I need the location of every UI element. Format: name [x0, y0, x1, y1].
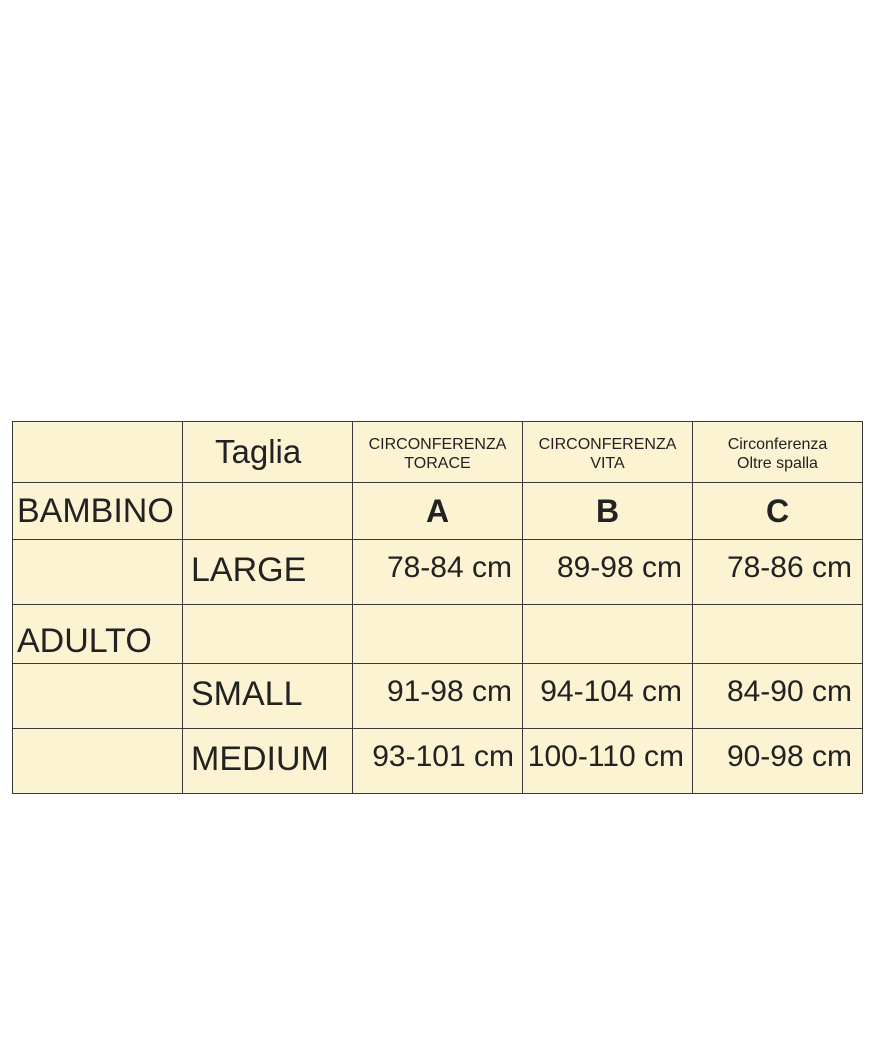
empty-cell — [13, 540, 183, 605]
measure-letter-a: A — [353, 483, 523, 540]
empty-cell — [13, 729, 183, 794]
chest-header-line2: TORACE — [404, 455, 471, 472]
empty-cell — [353, 605, 523, 664]
table-row — [13, 540, 863, 605]
empty-cell — [183, 483, 353, 540]
shoulder-value: 90-98 cm — [693, 729, 863, 794]
waist-value: 89-98 cm — [523, 540, 693, 605]
adult-group-row — [13, 605, 863, 664]
group-label-adult: ADULTO — [13, 605, 183, 664]
chest-header-line1: CIRCONFERENZA — [368, 436, 507, 453]
shoulder-value: 78-86 cm — [693, 540, 863, 605]
chest-column-header — [353, 422, 523, 483]
size-name: SMALL — [183, 664, 353, 729]
table-header-row — [13, 422, 863, 483]
empty-cell — [523, 605, 693, 664]
empty-cell — [183, 605, 353, 664]
chest-value: 93-101 cm — [353, 729, 523, 794]
table-row — [13, 664, 863, 729]
group-label-child: BAMBINO — [13, 483, 183, 540]
waist-value: 100-110 cm — [523, 729, 693, 794]
waist-value: 94-104 cm — [523, 664, 693, 729]
shoulder-header-line1: Circonferenza — [727, 436, 828, 453]
empty-cell — [13, 664, 183, 729]
waist-header-line2: VITA — [590, 455, 625, 472]
table-row — [13, 729, 863, 794]
chest-value: 91-98 cm — [353, 664, 523, 729]
size-column-header: Taglia — [183, 422, 353, 483]
size-name: LARGE — [183, 540, 353, 605]
size-chart-table — [12, 421, 863, 794]
shoulder-value: 84-90 cm — [693, 664, 863, 729]
waist-column-header — [523, 422, 693, 483]
shoulder-column-header — [693, 422, 863, 483]
empty-cell — [13, 422, 183, 483]
shoulder-header-line2: Oltre spalla — [737, 455, 818, 472]
child-group-row — [13, 483, 863, 540]
measure-letter-c: C — [693, 483, 863, 540]
size-name: MEDIUM — [183, 729, 353, 794]
waist-header-line1: CIRCONFERENZA — [538, 436, 677, 453]
empty-cell — [693, 605, 863, 664]
chest-value: 78-84 cm — [353, 540, 523, 605]
measure-letter-b: B — [523, 483, 693, 540]
